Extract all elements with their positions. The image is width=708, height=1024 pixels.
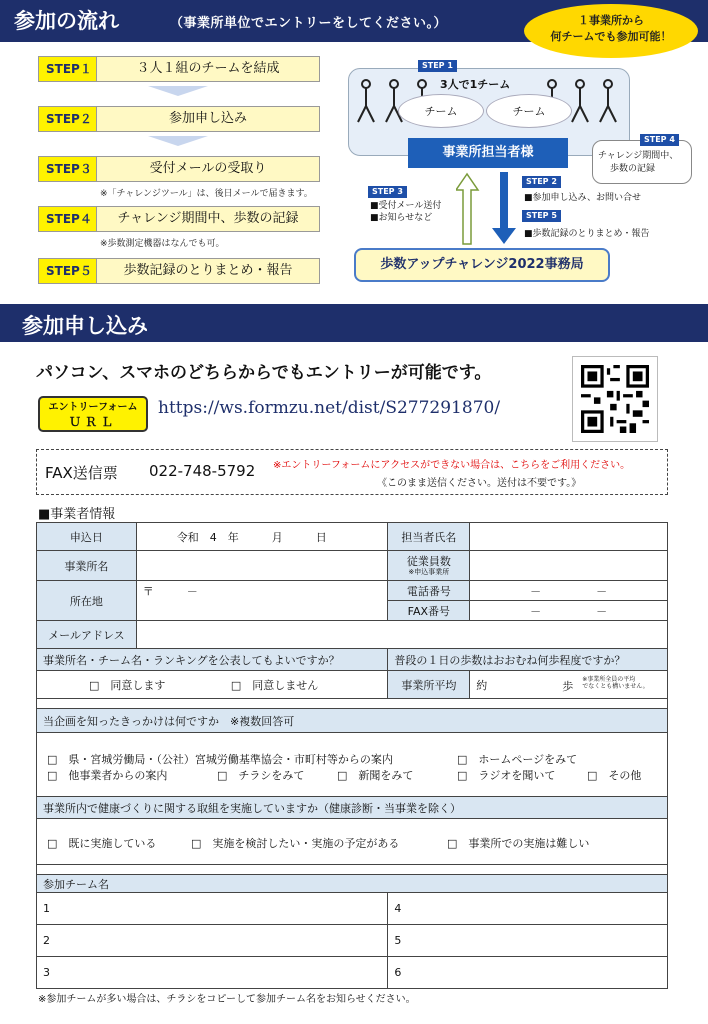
entry-form-url-link[interactable]: https://ws.formzu.net/dist/S277291870/ [158, 398, 501, 418]
teams-footnote: ※参加チームが多い場合は、チラシをコピーして参加チーム名をお知らせください。 [38, 994, 416, 1005]
step-4-text: チャレンジ期間中、歩数の記録 [117, 211, 299, 226]
email-label: メールアドレス [37, 621, 137, 649]
agree-checkbox[interactable]: □ 同意します [89, 678, 166, 692]
entry-form-tag-line2: ＵＲＬ [68, 415, 117, 429]
multi-team-badge [524, 4, 698, 58]
employees-label-text: 従業員数 [406, 554, 451, 568]
diagram-step4-tag: STEP 4 [640, 134, 679, 146]
step4-callout [592, 140, 692, 184]
employees-field[interactable] [470, 551, 668, 581]
step-3-label: STEP３ [39, 157, 97, 181]
address-field[interactable]: 〒 － [136, 581, 388, 621]
phone-field[interactable]: － － [470, 581, 668, 601]
approx-label: 約 [476, 678, 488, 692]
step-4-label: STEP４ [39, 207, 97, 231]
health-option-2[interactable]: □ 実施を検討したい・実施の予定がある [191, 837, 400, 850]
step-5-label: STEP５ [39, 259, 97, 283]
step3-line2: ■お知らせなど [370, 213, 433, 223]
employees-label [388, 551, 470, 581]
step-4-note: ※歩数測定機器はなんでも可。 [100, 239, 225, 249]
source-option-5[interactable]: □ 新聞をみて [337, 769, 414, 782]
step-2-label: STEP２ [39, 107, 97, 131]
team-field-1[interactable]: 1 [37, 893, 388, 925]
step-3-note: ※「チャレンジツール」は、後日メールで届きます。 [100, 189, 313, 199]
diagram-step5-tag: STEP 5 [522, 210, 561, 222]
flow-subtitle: （事業所単位でエントリーをしてください。） [170, 16, 448, 31]
source-option-1[interactable]: □ 県・宮城労働局・（公社）宮城労働基準協会・市町村等からの案内 [47, 753, 393, 766]
fax-label: FAX送信票 [45, 464, 118, 482]
apply-header [0, 304, 708, 342]
step-3-text: 受付メールの受取り [149, 161, 267, 176]
step-2-text: 参加申し込み [168, 111, 247, 126]
fax-box [36, 449, 668, 495]
step-1-text: ３人１組のチームを結成 [136, 61, 280, 76]
step5-text: ■歩数記録のとりまとめ・報告 [524, 229, 650, 239]
office-box: 歩数アップチャレンジ2022事務局 [354, 248, 610, 282]
phone-label: 電話番号 [388, 581, 470, 601]
fax-no-label: FAX番号 [388, 601, 470, 621]
step4-line1: チャレンジ期間中、 [598, 151, 679, 161]
apply-lead: パソコン、スマホのどちらからでもエントリーが可能です。 [36, 363, 492, 383]
flow-title: 参加の流れ [14, 9, 119, 33]
teams-label: 参加チーム名 [37, 875, 668, 893]
business-info-table [36, 522, 668, 989]
avg-steps-field[interactable] [470, 671, 668, 699]
diagram-step1-tag: STEP 1 [418, 60, 457, 72]
team-title: 3人で1チーム [440, 78, 511, 91]
diagram-step3-tag: STEP 3 [368, 186, 407, 198]
diagram-step2-tag: STEP 2 [522, 176, 561, 188]
health-option-1[interactable]: □ 既に実施している [47, 837, 157, 850]
unit-label: 歩 [562, 680, 574, 693]
email-field[interactable] [136, 621, 667, 649]
step2-text: ■参加申し込み、お問い合せ [524, 193, 642, 203]
entry-form-tag [38, 396, 148, 432]
source-option-6[interactable]: □ ラジオを聞いて [457, 769, 556, 782]
step3-line1: ■受付メール送付 [370, 201, 442, 211]
health-option-3[interactable]: □ 事業所での実施は難しい [447, 837, 590, 850]
step-1-label: STEP１ [39, 57, 97, 81]
badge-line-2: 何チームでも参加可能！ [550, 30, 672, 43]
publish-options [37, 671, 388, 699]
source-option-7[interactable]: □ その他 [587, 769, 642, 782]
person-label: 担当者氏名 [388, 523, 470, 551]
flow-arrows [456, 172, 526, 246]
steps-question: 普段の１日の歩数はおおむね何歩程度ですか？ [388, 649, 668, 671]
apply-title: 参加申し込み [22, 314, 148, 338]
source-options [37, 733, 668, 797]
publish-question: 事業所名・チーム名・ランキングを公表してもよいですか？ [37, 649, 388, 671]
team-field-5[interactable]: 5 [388, 925, 668, 957]
team-field-4[interactable]: 4 [388, 893, 668, 925]
office-name-field[interactable] [136, 551, 388, 581]
apply-date-label: 申込日 [37, 523, 137, 551]
source-question: 当企画を知ったきっかけは何ですか ※複数回答可 [37, 709, 668, 733]
step-arrow [148, 136, 208, 146]
source-option-4[interactable]: □ チラシをみて [217, 769, 305, 782]
team-ellipse-1: チーム [398, 94, 484, 128]
step-arrow [148, 86, 208, 96]
manager-box: 事業所担当者様 [408, 138, 568, 168]
apply-date-field[interactable]: 令和 4 年 月 日 [136, 523, 388, 551]
health-options [37, 819, 668, 865]
section-label: ■事業者情報 [38, 507, 116, 522]
avg-note-2: でなくとも構いません。 [582, 683, 649, 690]
entry-form-tag-line1: エントリーフォーム [48, 402, 138, 413]
avg-label: 事業所平均 [388, 671, 470, 699]
step-2 [38, 106, 320, 132]
step-5-text: 歩数記録のとりまとめ・報告 [123, 263, 293, 278]
qr-code[interactable] [572, 356, 658, 442]
step-5 [38, 258, 320, 284]
employees-sub: ※申込事業所 [408, 567, 450, 576]
fax-note-red: ※エントリーフォームにアクセスができない場合は、こちらをご利用ください。 [273, 460, 631, 471]
fax-number: 022-748-5792 [149, 462, 256, 480]
person-field[interactable] [470, 523, 668, 551]
badge-line-1: １事業所から [578, 14, 644, 27]
health-question: 事業所内で健康づくりに関する取組を実施していますか（健康診断・当事業を除く） [37, 797, 668, 819]
team-field-2[interactable]: 2 [37, 925, 388, 957]
team-field-3[interactable]: 3 [37, 957, 388, 989]
office-name-label: 事業所名 [37, 551, 137, 581]
team-ellipse-2: チーム [486, 94, 572, 128]
avg-note-1: ※事業所全員の平均 [582, 676, 636, 683]
team-field-6[interactable]: 6 [388, 957, 668, 989]
avg-note [582, 676, 648, 690]
step-3 [38, 156, 320, 182]
address-label: 所在地 [37, 581, 137, 621]
disagree-checkbox[interactable]: □ 同意しません [230, 678, 319, 692]
step-1 [38, 56, 320, 82]
fax-note: 《このまま送信ください。送付は不要です。》 [377, 478, 582, 489]
source-option-3[interactable]: □ 他事業者からの案内 [47, 769, 168, 782]
fax-no-field[interactable]: － － [470, 601, 668, 621]
step4-line2: 歩数の記録 [610, 164, 656, 174]
qr-code-image [581, 365, 649, 433]
step-4 [38, 206, 320, 232]
source-option-2[interactable]: □ ホームページをみて [457, 753, 578, 766]
